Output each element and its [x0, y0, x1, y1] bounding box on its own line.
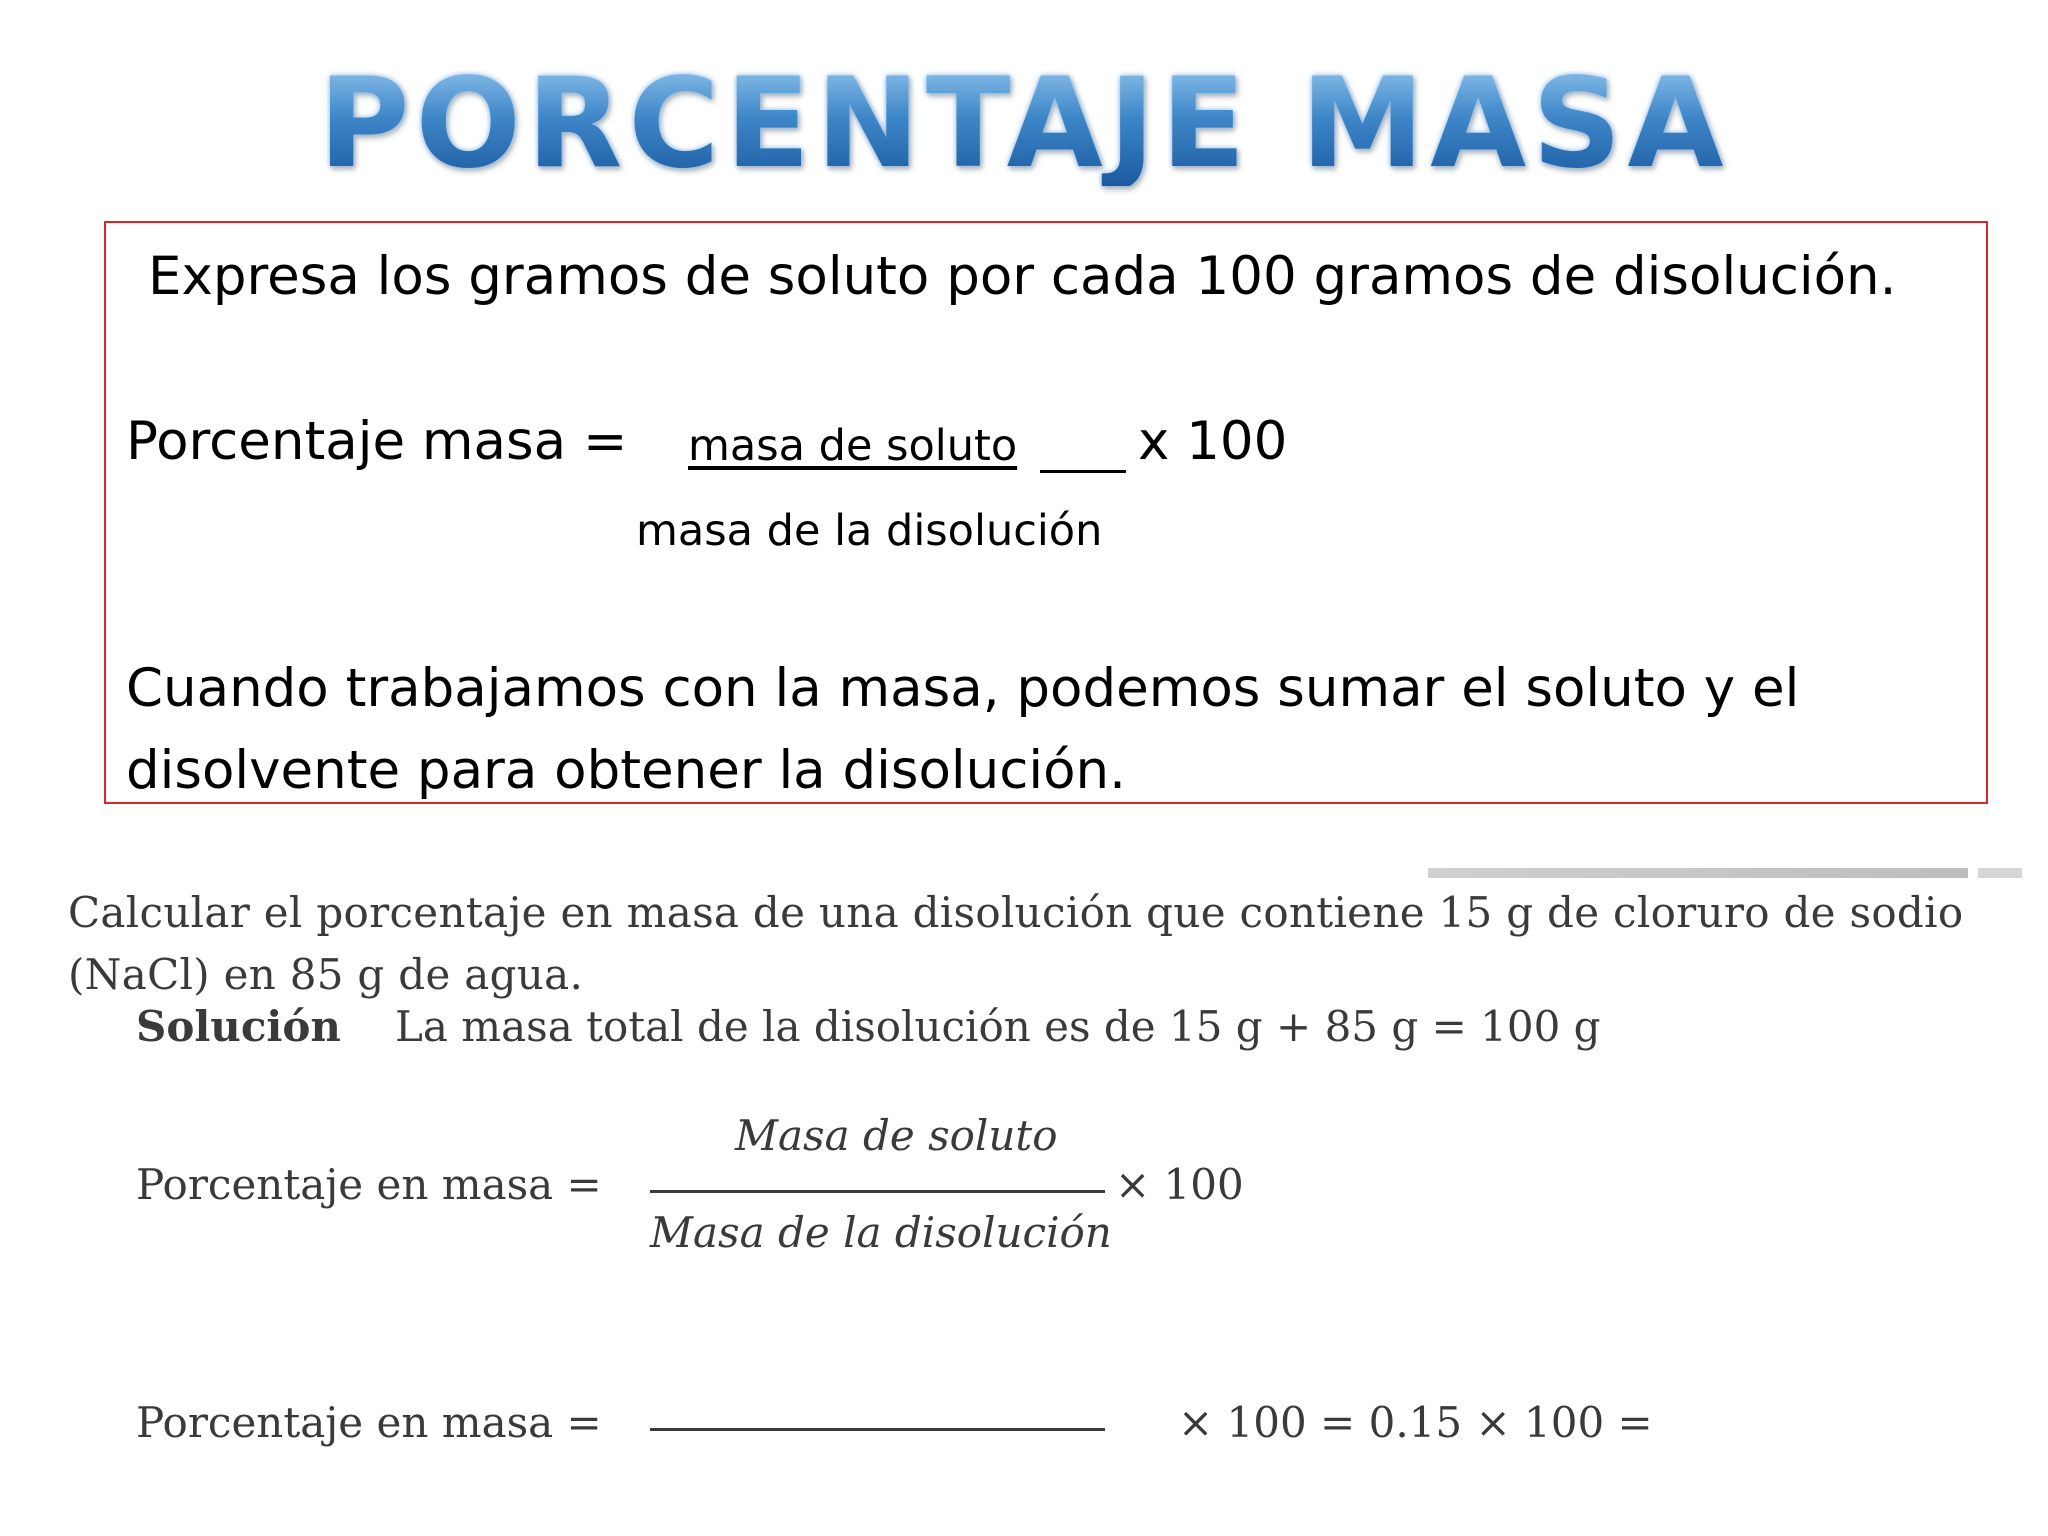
equation2-label: Porcentaje en masa = — [136, 1398, 602, 1447]
formula-times: x 100 — [1138, 411, 1288, 472]
equation1-numerator: Masa de soluto — [735, 1111, 1058, 1160]
example-problem: Calcular el porcentaje en masa de una disolución que contiene 15 g de cloruro de sodio (NaCl) en 85 g de agua. — [68, 888, 1964, 999]
definition-note: Cuando trabajamos con la masa, podemos sumar el soluto y el disolvente para obtener la disolución. — [126, 658, 1800, 801]
equation1-denominator: Masa de la disolución — [650, 1208, 1112, 1257]
solution-text: La masa total de la disolución es de 15 g + 85 g = 100 g — [395, 1002, 1601, 1051]
equation1-label: Porcentaje en masa = — [136, 1160, 602, 1209]
formula-numerator: masa de soluto — [688, 421, 1018, 471]
equation1-fraction-bar — [650, 1190, 1105, 1193]
scan-artifact-bar-small — [1978, 868, 2022, 878]
scan-artifact-bar — [1428, 868, 1968, 878]
definition-text: Expresa los gramos de soluto por cada 100 gramos de disolución. — [148, 246, 1897, 307]
formula-label: Porcentaje masa = — [126, 411, 628, 472]
page-title: PORCENTAJE MASA — [0, 62, 2048, 186]
equation1-times: × 100 — [1115, 1160, 1244, 1209]
equation2-result: × 100 = 0.15 × 100 = — [1178, 1398, 1653, 1447]
formula-blank-line — [1040, 470, 1126, 473]
formula-denominator: masa de la disolución — [636, 506, 1103, 556]
solution-label: Solución — [136, 1002, 341, 1051]
equation2-fraction-bar — [650, 1428, 1105, 1431]
